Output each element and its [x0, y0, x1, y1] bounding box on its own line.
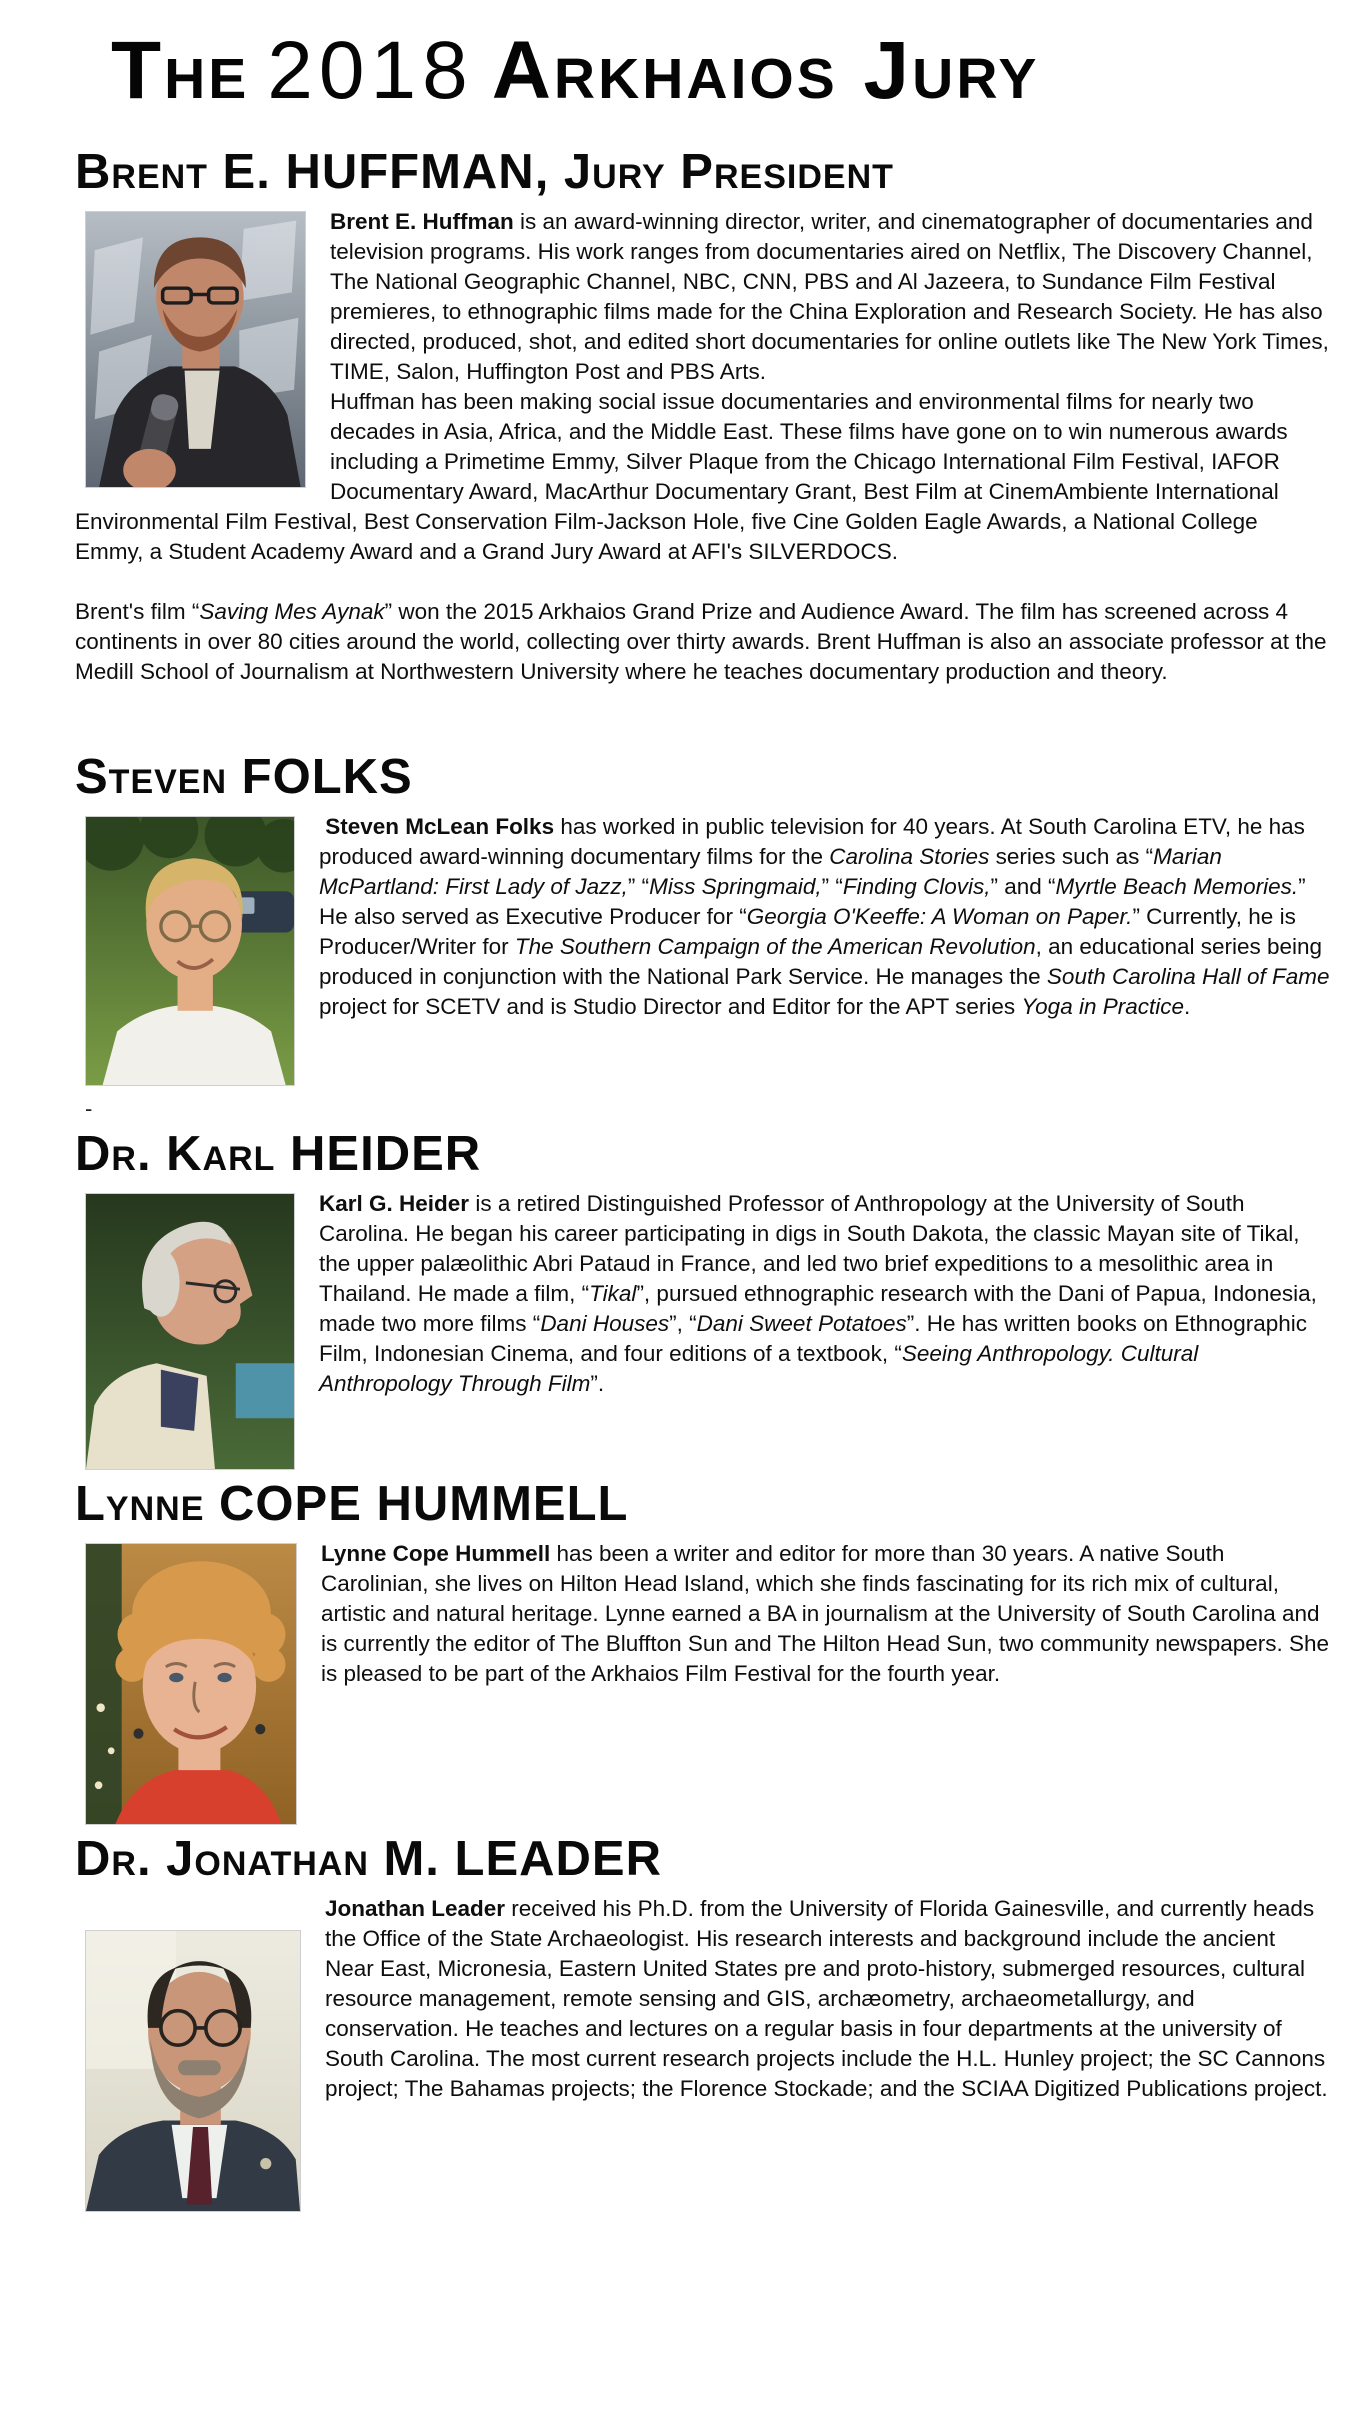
jury-member-section-heider	[75, 1127, 1330, 1399]
stray-dash: -	[85, 1096, 93, 1122]
member-bio-paragraph: Jonathan Leader received his Ph.D. from the University of Florida Gainesville, and currently heads the Office of the State Archaeologist. His research interests and background include the ancient Near East, Micronesia, Eastern United States pre and proto-history, submerged resources, cultural resource management, remote sensing and GIS, archæometry, archaeometallurgy, and conservation. He teaches and lectures on a regular basis in four departments at the university of South Carolina. The most current research projects include the H.L. Hunley project; the SC Cannons project; The Bahamas projects; the Florence Stockade; and the SCIAA Digitized Publications project.	[325, 1896, 1328, 2102]
steven-folks-photo	[85, 816, 295, 1086]
member-heading-heider: Dr. Karl HEIDER	[75, 1127, 482, 1182]
jonathan-leader-photo	[85, 1930, 301, 2212]
title-year: 2018	[267, 25, 474, 116]
member-bio-hummell	[75, 1539, 1330, 1689]
title-word-the: The	[111, 25, 250, 116]
jury-member-section-leader	[75, 1832, 1330, 2104]
member-bio-leader	[75, 1894, 1330, 2104]
lynne-hummell-photo	[85, 1543, 297, 1825]
brent-huffman-photo	[85, 211, 306, 488]
member-heading-huffman: Brent E. HUFFMAN, Jury President	[75, 145, 894, 200]
member-bio-paragraph: Brent E. Huffman is an award-winning director, writer, and cinematographer of documentaries and television programs. His work ranges from documentaries aired on Netflix, The Discovery Channel, The National Geographic Channel, NBC, CNN, PBS and Al Jazeera, to Sundance Film Festival premieres, to ethnographic films made for the China Exploration and Research Society. He has also directed, produced, shot, and edited short documentaries for online outlets like The New York Times, TIME, Salon, Huffington Post and PBS Arts. Huffman has been making social issue documentaries and environmental films for nearly two decades in Asia, Africa, and the Middle East. These films have gone on to win numerous awards including a Primetime Emmy, Silver Plaque from the Chicago International Film Festival, IAFOR Documentary Award, MacArthur Documentary Grant, Best Film at CinemAmbiente International Environmental Film Festival, Best Conservation Film-Jackson Hole, five Cine Golden Eagle Awards, a National College Emmy, a Student Academy Award and a Grand Jury Award at AFI's SILVERDOCS.	[75, 209, 1329, 565]
jury-member-section-huffman	[75, 145, 1330, 687]
member-bio-folks	[75, 812, 1330, 1022]
karl-heider-photo	[85, 1193, 295, 1470]
page-title	[111, 25, 1330, 116]
title-words-arkhaios-jury: Arkhaios Jury	[491, 25, 1040, 116]
jury-member-section-folks	[75, 750, 1330, 1022]
member-heading-hummell: Lynne COPE HUMMELL	[75, 1477, 629, 1532]
member-bio-paragraph: Brent's film “Saving Mes Aynak” won the 2015 Arkhaios Grand Prize and Audience Award. The film has screened across 4 continents in over 80 cities around the world, collecting over thirty awards. Brent Huffman is also an associate professor at the Medill School of Journalism at Northwestern University where he teaches documentary production and theory.	[75, 599, 1327, 685]
member-heading-folks: Steven FOLKS	[75, 750, 413, 805]
member-bio-paragraph: Steven McLean Folks has worked in public television for 40 years. At South Carolina ETV, he has produced award-winning documentary films for the Carolina Stories series such as “Marian McPartland: First Lady of Jazz,” “Miss Springmaid,” “Finding Clovis,” and “Myrtle Beach Memories.” He also served as Executive Producer for “Georgia O'Keeffe: A Woman on Paper.” Currently, he is Producer/Writer for The Southern Campaign of the American Revolution, an educational series being produced in conjunction with the National Park Service. He manages the South Carolina Hall of Fame project for SCETV and is Studio Director and Editor for the APT series Yoga in Practice.	[319, 814, 1330, 1020]
member-bio-huffman	[75, 207, 1330, 687]
member-heading-leader: Dr. Jonathan M. LEADER	[75, 1832, 662, 1887]
member-bio-paragraph: Karl G. Heider is a retired Distinguished Professor of Anthropology at the University of South Carolina. He began his career participating in digs in South Dakota, the classic Mayan site of Tikal, the upper palæolithic Abri Pataud in France, and led two brief expeditions to a mesolithic area in Thailand. He made a film, “Tikal”, pursued ethnographic research with the Dani of Papua, Indonesia, made two more films “Dani Houses”, “Dani Sweet Potatoes”. He has written books on Ethnographic Film, Indonesian Cinema, and four editions of a textbook, “Seeing Anthropology. Cultural Anthropology Through Film”.	[319, 1191, 1317, 1397]
member-bio-paragraph: Lynne Cope Hummell has been a writer and editor for more than 30 years. A native South Carolinian, she lives on Hilton Head Island, which she finds fascinating for its rich mix of cultural, artistic and natural heritage. Lynne earned a BA in journalism at the University of South Carolina and is currently the editor of The Bluffton Sun and The Hilton Head Sun, two community newspapers. She is pleased to be part of the Arkhaios Film Festival for the fourth year.	[321, 1541, 1330, 1687]
jury-member-section-hummell	[75, 1477, 1330, 1689]
member-bio-heider	[75, 1189, 1330, 1399]
